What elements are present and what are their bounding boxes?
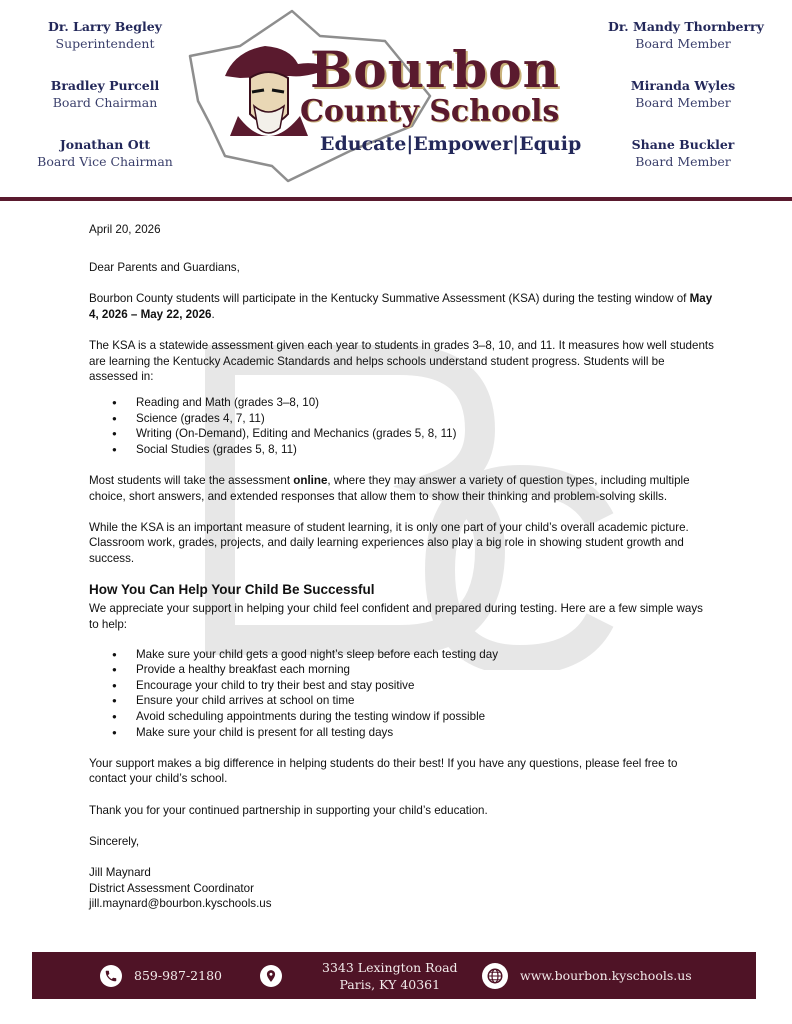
paragraph-academic-picture: While the KSA is an important measure of student learning, it is only one part of your child’s overall academic picture. Classroom work, grades, projects, and daily learning experiences also play a big role in showing student growth and success.	[89, 520, 689, 565]
paragraph-text: Most students will take the assessment	[89, 473, 291, 487]
official-title: Board Vice Chairman	[37, 154, 173, 169]
official-name: Dr. Larry Begley	[48, 19, 162, 34]
paragraph-testing-window	[89, 291, 714, 322]
header-divider	[0, 197, 792, 201]
official-title: Board Member	[635, 36, 731, 51]
brand-name-line2: County Schools	[300, 94, 560, 129]
signer-title: District Assessment Coordinator	[89, 881, 254, 895]
section-heading: How You Can Help Your Child Be Successful	[89, 582, 375, 598]
paragraph-thanks: Thank you for your continued partnership in supporting your child’s education.	[89, 803, 488, 817]
list-item: ● Avoid scheduling appointments during the testing window if possible	[112, 709, 714, 725]
paragraph-support-intro: We appreciate your support in helping your child feel confident and prepared during testing. Here are a few simple ways to help:	[89, 602, 703, 632]
letter-date: April 20, 2026	[89, 223, 161, 236]
official-board-vice-chairman	[30, 136, 180, 181]
official-superintendent	[30, 18, 180, 63]
testing-window-dates: May 4, 2026 – May 22, 2026	[89, 292, 713, 321]
list-item: ● Ensure your child arrives at school on time	[112, 693, 714, 709]
footer-website[interactable]	[482, 952, 692, 999]
brand-name-line1: Bourbon	[310, 40, 560, 99]
header-officials-right	[608, 18, 764, 195]
paragraph-ksa-overview: The KSA is a statewide assessment given each year to students in grades 3–8, 10, and 11. It measures how well students are learning the Kentucky Academic Standards and helps schools understand student progress. Students will be assessed in:	[89, 339, 714, 384]
letter-greeting: Dear Parents and Guardians,	[89, 261, 240, 275]
list-item: ● Make sure your child gets a good night’s sleep before each testing day	[112, 647, 714, 663]
online-emphasis: online	[293, 473, 328, 487]
letter-closing: Sincerely,	[89, 834, 140, 848]
address-line1: 3343 Lexington Road	[322, 959, 458, 975]
footer-location	[260, 952, 294, 999]
footer-address	[322, 952, 458, 999]
footer-bar	[32, 952, 756, 999]
list-item: ● Science (grades 4, 7, 11)	[112, 411, 714, 427]
official-name: Shane Buckler	[631, 137, 735, 152]
list-item: ● Reading and Math (grades 3–8, 10)	[112, 395, 714, 411]
official-title: Board Chairman	[52, 95, 158, 110]
signer-name: Jill Maynard	[89, 865, 151, 879]
footer-phone[interactable]	[100, 952, 222, 999]
subjects-list	[89, 395, 714, 457]
official-name: Dr. Mandy Thornberry	[608, 19, 764, 34]
list-item: ● Provide a healthy breakfast each morning	[112, 662, 714, 678]
official-board-member	[608, 18, 764, 63]
official-name: Jonathan Ott	[59, 137, 151, 152]
list-item: ● Social Studies (grades 5, 8, 11)	[112, 442, 714, 458]
address-line2: Paris, KY 40361	[339, 976, 441, 992]
tips-list	[89, 647, 714, 741]
paragraph-text: Bourbon County students will participate in the Kentucky Summative Assessment (KSA) during the testing window of	[89, 292, 687, 306]
official-title: Board Member	[635, 95, 731, 110]
paragraph-questions: Your support makes a big difference in helping students do their best! If you have any questions, please feel free to contact your child’s school.	[89, 756, 678, 786]
phone-number: 859-987-2180	[134, 968, 222, 983]
official-name: Bradley Purcell	[50, 78, 160, 93]
official-title: Board Member	[635, 154, 731, 169]
official-board-member	[608, 77, 758, 122]
list-item: ● Make sure your child is present for all testing days	[112, 725, 714, 741]
brand-tagline: Educate|Empower|Equip	[320, 133, 582, 155]
globe-icon	[482, 963, 508, 989]
location-pin-icon	[260, 965, 282, 987]
official-name: Miranda Wyles	[630, 78, 736, 93]
letter-body	[89, 222, 714, 912]
official-board-chairman	[30, 77, 180, 122]
header-officials-left	[30, 18, 180, 195]
paragraph-text: , where they may answer a variety of question types, including multiple choice, short answers, and extended responses that allow them to show their thinking and problem-solving skills.	[89, 473, 690, 503]
official-title: Superintendent	[55, 36, 155, 51]
phone-icon	[100, 965, 122, 987]
list-item: ● Encourage your child to try their best and stay positive	[112, 678, 714, 694]
punctuation: .	[211, 307, 215, 321]
website-url: www.bourbon.kyschools.us	[520, 968, 692, 983]
official-board-member	[608, 136, 758, 181]
list-item: ● Writing (On-Demand), Editing and Mechanics (grades 5, 8, 11)	[112, 426, 714, 442]
paragraph-online-testing	[89, 473, 714, 504]
signer-email[interactable]: jill.maynard@bourbon.kyschools.us	[89, 897, 272, 911]
